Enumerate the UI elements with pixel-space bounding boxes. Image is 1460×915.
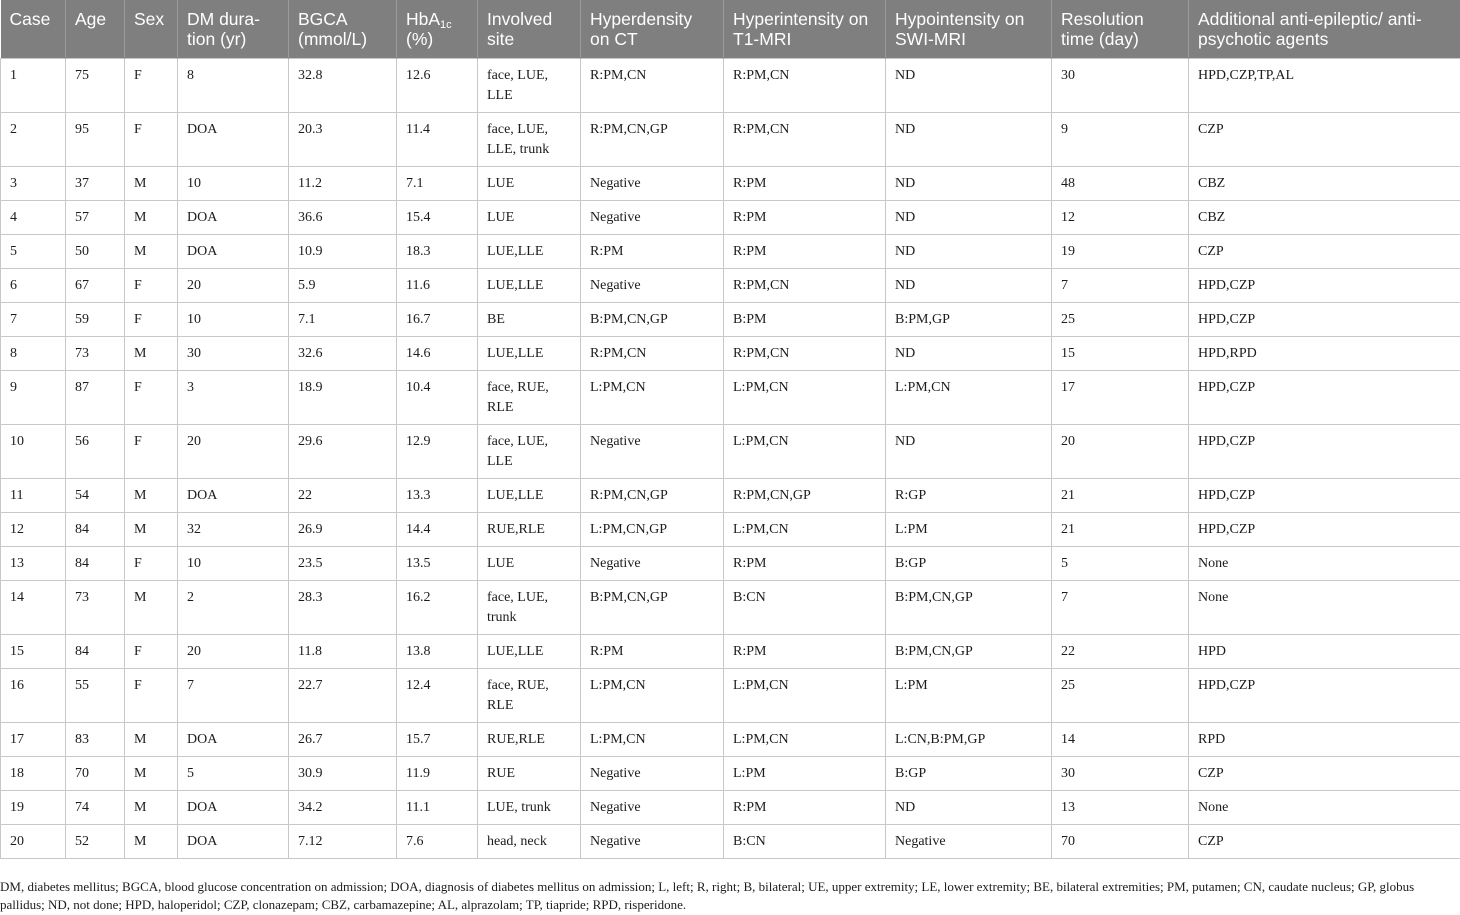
cell-bgca: 22.7 [289,669,397,723]
cell-hba: 13.3 [397,479,478,513]
column-header-agents: Additional anti-epileptic/ anti-psychotic agents [1189,0,1460,59]
cell-case: 3 [1,167,66,201]
table-row [1,303,1460,337]
cell-case: 19 [1,791,66,825]
cell-swi: ND [886,235,1052,269]
cell-case: 14 [1,581,66,635]
column-header-swi: Hypointensity on SWI-MRI [886,0,1052,59]
cell-ct: R:PM,CN [581,59,724,113]
cell-dm: 7 [178,669,289,723]
cell-ct: R:PM,CN,GP [581,479,724,513]
cell-dm: 20 [178,635,289,669]
table-row [1,371,1460,425]
cell-dm: 10 [178,303,289,337]
table-body [1,59,1460,859]
column-header-dm: DM dura-tion (yr) [178,0,289,59]
cell-ct: L:PM,CN [581,371,724,425]
table-row [1,635,1460,669]
cell-dm: DOA [178,479,289,513]
table-row [1,59,1460,113]
cell-case: 16 [1,669,66,723]
cell-hba: 13.8 [397,635,478,669]
cell-hba: 14.4 [397,513,478,547]
cell-case: 8 [1,337,66,371]
cell-bgca: 10.9 [289,235,397,269]
cell-swi: ND [886,167,1052,201]
cell-hba: 16.2 [397,581,478,635]
cell-dm: 30 [178,337,289,371]
cell-bgca: 11.8 [289,635,397,669]
cell-case: 2 [1,113,66,167]
table-row [1,425,1460,479]
cell-case: 11 [1,479,66,513]
cell-case: 13 [1,547,66,581]
cell-case: 20 [1,825,66,859]
cell-site: LUE,LLE [478,635,581,669]
cell-agents: CZP [1189,235,1460,269]
cell-age: 57 [66,201,125,235]
cell-bgca: 32.8 [289,59,397,113]
cell-agents: RPD [1189,723,1460,757]
cell-bgca: 28.3 [289,581,397,635]
cell-site: LUE [478,201,581,235]
cell-case: 4 [1,201,66,235]
cell-age: 54 [66,479,125,513]
cell-age: 67 [66,269,125,303]
cell-hba: 15.7 [397,723,478,757]
cell-bgca: 34.2 [289,791,397,825]
cell-hba: 12.6 [397,59,478,113]
column-header-unit: (%) [406,29,434,49]
cell-swi: L:PM [886,669,1052,723]
cell-res: 48 [1052,167,1189,201]
cell-site: face, LUE, LLE [478,59,581,113]
column-header-res: Resolution time (day) [1052,0,1189,59]
column-header-bgca: BGCA (mmol/L) [289,0,397,59]
cell-res: 21 [1052,513,1189,547]
cell-age: 95 [66,113,125,167]
cell-bgca: 29.6 [289,425,397,479]
cell-ct: Negative [581,269,724,303]
cell-agents: HPD,CZP [1189,269,1460,303]
cell-site: face, LUE, trunk [478,581,581,635]
cell-case: 9 [1,371,66,425]
cell-t1: R:PM,CN [724,113,886,167]
cell-bgca: 36.6 [289,201,397,235]
cell-sex: M [125,825,178,859]
cell-sex: F [125,59,178,113]
cell-t1: L:PM,CN [724,513,886,547]
cell-dm: 20 [178,269,289,303]
cell-age: 84 [66,513,125,547]
cell-bgca: 22 [289,479,397,513]
cell-agents: CZP [1189,757,1460,791]
column-header-age: Age [66,0,125,59]
cell-age: 56 [66,425,125,479]
cell-dm: 5 [178,757,289,791]
cell-sex: M [125,167,178,201]
cell-ct: L:PM,CN,GP [581,513,724,547]
cell-age: 84 [66,547,125,581]
cell-site: LUE,LLE [478,235,581,269]
cell-age: 84 [66,635,125,669]
table-row [1,581,1460,635]
cell-swi: L:PM,CN [886,371,1052,425]
cell-age: 50 [66,235,125,269]
cell-res: 7 [1052,581,1189,635]
cell-swi: B:GP [886,547,1052,581]
cell-agents: HPD,CZP [1189,513,1460,547]
cell-t1: L:PM,CN [724,723,886,757]
cell-res: 12 [1052,201,1189,235]
header-row [1,0,1460,59]
column-header-main-text: HbA [406,9,441,29]
cell-sex: M [125,201,178,235]
cell-res: 7 [1052,269,1189,303]
cell-swi: ND [886,269,1052,303]
cell-ct: Negative [581,425,724,479]
cell-hba: 13.5 [397,547,478,581]
cell-site: LUE [478,547,581,581]
table-row [1,723,1460,757]
cell-dm: 3 [178,371,289,425]
column-header-site: Involved site [478,0,581,59]
cell-bgca: 20.3 [289,113,397,167]
cell-age: 70 [66,757,125,791]
cell-sex: M [125,479,178,513]
cell-case: 10 [1,425,66,479]
cell-age: 52 [66,825,125,859]
cell-t1: R:PM [724,167,886,201]
cell-swi: ND [886,59,1052,113]
cell-t1: L:PM,CN [724,669,886,723]
cell-site: face, LUE, LLE [478,425,581,479]
cell-agents: HPD,CZP,TP,AL [1189,59,1460,113]
cell-case: 18 [1,757,66,791]
cell-site: LUE, trunk [478,791,581,825]
cell-ct: Negative [581,201,724,235]
cell-bgca: 26.9 [289,513,397,547]
cell-ct: Negative [581,167,724,201]
cell-res: 17 [1052,371,1189,425]
cell-hba: 11.9 [397,757,478,791]
cell-swi: B:PM,CN,GP [886,581,1052,635]
cell-site: LUE,LLE [478,269,581,303]
table-row [1,167,1460,201]
cell-site: RUE,RLE [478,513,581,547]
cell-res: 19 [1052,235,1189,269]
cell-ct: R:PM,CN,GP [581,113,724,167]
cell-age: 73 [66,337,125,371]
cell-bgca: 18.9 [289,371,397,425]
cell-bgca: 5.9 [289,269,397,303]
table-row [1,547,1460,581]
cell-case: 6 [1,269,66,303]
cell-t1: L:PM,CN [724,371,886,425]
table-row [1,757,1460,791]
cell-swi: L:PM [886,513,1052,547]
cell-res: 21 [1052,479,1189,513]
cell-res: 30 [1052,59,1189,113]
cell-swi: ND [886,425,1052,479]
table-header [1,0,1460,59]
cell-hba: 18.3 [397,235,478,269]
cell-dm: 32 [178,513,289,547]
cell-t1: B:PM [724,303,886,337]
cell-case: 7 [1,303,66,337]
cell-sex: M [125,513,178,547]
table-row [1,113,1460,167]
cell-t1: R:PM [724,201,886,235]
cell-dm: 2 [178,581,289,635]
cell-agents: HPD [1189,635,1460,669]
cell-bgca: 7.1 [289,303,397,337]
cell-t1: B:CN [724,581,886,635]
cell-bgca: 7.12 [289,825,397,859]
cell-t1: R:PM,CN [724,269,886,303]
cell-dm: 10 [178,547,289,581]
cell-dm: DOA [178,791,289,825]
cell-age: 73 [66,581,125,635]
column-header-hba [397,0,478,59]
table-footnote: DM, diabetes mellitus; BGCA, blood glucose concentration on admission; DOA, diagnosis of diabetes mellitus on admission; L, left; R, right; B, bilateral; UE, upper extremity; LE, lower extremity; BE, bilateral extremities; PM, putamen; CN, caudate nucleus; GP, globus pallidus; ND, not done; HPD, haloperidol; CZP, clonazepam; CBZ, carbamazepine; AL, alprazolam; TP, tiapride; RPD, risperidone. [0,879,1415,912]
cell-case: 17 [1,723,66,757]
table-row [1,235,1460,269]
cell-agents: HPD,CZP [1189,479,1460,513]
cell-site: face, LUE, LLE, trunk [478,113,581,167]
cell-bgca: 23.5 [289,547,397,581]
cell-ct: B:PM,CN,GP [581,303,724,337]
cell-age: 74 [66,791,125,825]
cell-sex: F [125,269,178,303]
cell-res: 15 [1052,337,1189,371]
cell-sex: M [125,581,178,635]
cell-ct: Negative [581,757,724,791]
cell-ct: R:PM [581,635,724,669]
cell-sex: M [125,723,178,757]
cell-site: face, RUE, RLE [478,669,581,723]
cell-ct: B:PM,CN,GP [581,581,724,635]
cell-agents: CBZ [1189,201,1460,235]
table-row [1,669,1460,723]
cell-ct: R:PM,CN [581,337,724,371]
cell-bgca: 32.6 [289,337,397,371]
cell-res: 22 [1052,635,1189,669]
cell-dm: DOA [178,723,289,757]
cell-sex: M [125,337,178,371]
cell-hba: 11.1 [397,791,478,825]
cell-res: 13 [1052,791,1189,825]
cell-sex: M [125,791,178,825]
cell-t1: R:PM,CN,GP [724,479,886,513]
cell-site: BE [478,303,581,337]
table-row [1,825,1460,859]
cell-agents: HPD,RPD [1189,337,1460,371]
table-row [1,791,1460,825]
cell-age: 83 [66,723,125,757]
cell-ct: Negative [581,791,724,825]
cell-agents: None [1189,791,1460,825]
cell-ct: L:PM,CN [581,669,724,723]
cell-age: 55 [66,669,125,723]
cell-t1: L:PM,CN [724,425,886,479]
table-row [1,269,1460,303]
table-row [1,201,1460,235]
table-row [1,513,1460,547]
cell-dm: DOA [178,201,289,235]
cell-case: 12 [1,513,66,547]
cell-hba: 14.6 [397,337,478,371]
cell-sex: F [125,113,178,167]
column-header-ct: Hyperdensity on CT [581,0,724,59]
column-header-t1: Hyperintensity on T1-MRI [724,0,886,59]
cell-sex: F [125,371,178,425]
cell-age: 75 [66,59,125,113]
cell-swi: B:GP [886,757,1052,791]
cell-t1: R:PM [724,547,886,581]
cell-agents: CZP [1189,113,1460,167]
cell-hba: 12.4 [397,669,478,723]
cell-hba: 15.4 [397,201,478,235]
cell-agents: HPD,CZP [1189,425,1460,479]
cell-sex: F [125,425,178,479]
cell-agents: CBZ [1189,167,1460,201]
column-header-case: Case [1,0,66,59]
cell-sex: F [125,635,178,669]
cell-site: RUE [478,757,581,791]
cell-t1: B:CN [724,825,886,859]
column-header-subscript: 1c [440,19,452,31]
cell-agents: HPD,CZP [1189,303,1460,337]
cell-agents: HPD,CZP [1189,371,1460,425]
cell-case: 1 [1,59,66,113]
cell-swi: ND [886,201,1052,235]
cell-hba: 12.9 [397,425,478,479]
cell-dm: DOA [178,235,289,269]
cell-bgca: 30.9 [289,757,397,791]
cell-hba: 11.6 [397,269,478,303]
cell-sex: F [125,547,178,581]
cell-agents: None [1189,581,1460,635]
cell-site: head, neck [478,825,581,859]
cell-dm: 10 [178,167,289,201]
cell-t1: R:PM,CN [724,337,886,371]
cell-hba: 10.4 [397,371,478,425]
cell-swi: B:PM,CN,GP [886,635,1052,669]
cell-bgca: 11.2 [289,167,397,201]
cell-res: 70 [1052,825,1189,859]
cell-dm: DOA [178,825,289,859]
column-header-sex: Sex [125,0,178,59]
cell-swi: R:GP [886,479,1052,513]
table-row [1,337,1460,371]
cell-sex: M [125,757,178,791]
cell-swi: ND [886,113,1052,167]
cell-bgca: 26.7 [289,723,397,757]
cell-site: face, RUE, RLE [478,371,581,425]
cell-ct: L:PM,CN [581,723,724,757]
cell-swi: L:CN,B:PM,GP [886,723,1052,757]
cell-dm: 8 [178,59,289,113]
cell-ct: Negative [581,547,724,581]
cell-ct: R:PM [581,235,724,269]
cell-case: 5 [1,235,66,269]
cell-res: 5 [1052,547,1189,581]
cell-site: LUE [478,167,581,201]
cell-agents: HPD,CZP [1189,669,1460,723]
cell-dm: DOA [178,113,289,167]
cell-swi: ND [886,791,1052,825]
cell-res: 9 [1052,113,1189,167]
cell-hba: 11.4 [397,113,478,167]
cell-agents: None [1189,547,1460,581]
cell-swi: ND [886,337,1052,371]
cell-hba: 16.7 [397,303,478,337]
cell-sex: M [125,235,178,269]
cell-site: LUE,LLE [478,479,581,513]
table-row [1,479,1460,513]
cell-age: 87 [66,371,125,425]
cell-site: RUE,RLE [478,723,581,757]
cell-res: 20 [1052,425,1189,479]
cell-t1: R:PM,CN [724,59,886,113]
cell-sex: F [125,669,178,723]
cell-dm: 20 [178,425,289,479]
cell-res: 30 [1052,757,1189,791]
cell-swi: Negative [886,825,1052,859]
cell-t1: R:PM [724,235,886,269]
cell-age: 37 [66,167,125,201]
cell-res: 25 [1052,669,1189,723]
cell-site: LUE,LLE [478,337,581,371]
cell-t1: R:PM [724,635,886,669]
cell-age: 59 [66,303,125,337]
cell-sex: F [125,303,178,337]
cell-ct: Negative [581,825,724,859]
cell-hba: 7.1 [397,167,478,201]
cell-t1: L:PM [724,757,886,791]
cell-hba: 7.6 [397,825,478,859]
cell-t1: R:PM [724,791,886,825]
cell-agents: CZP [1189,825,1460,859]
cell-case: 15 [1,635,66,669]
cell-res: 14 [1052,723,1189,757]
cell-res: 25 [1052,303,1189,337]
cell-swi: B:PM,GP [886,303,1052,337]
